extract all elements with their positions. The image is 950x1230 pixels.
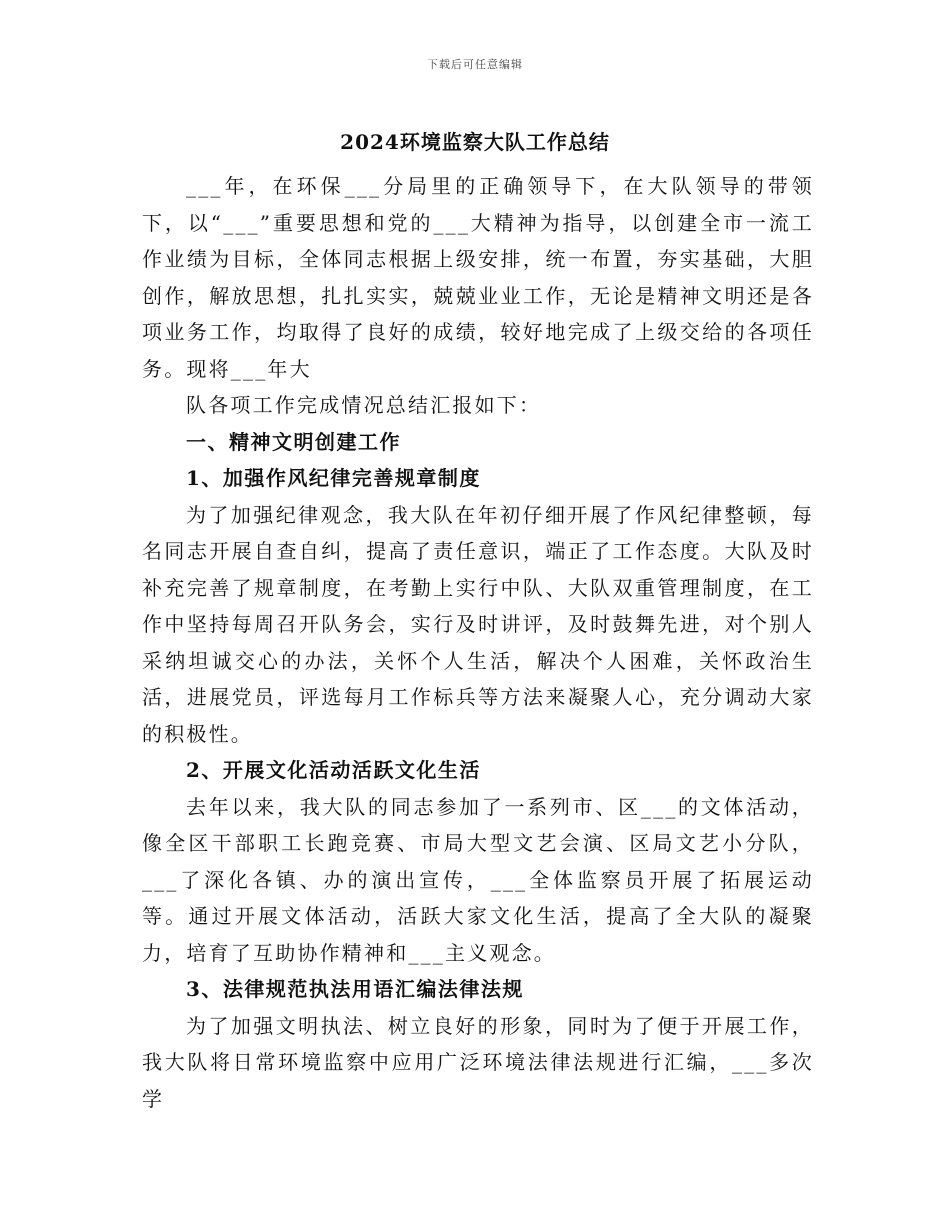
section-heading-1: 一、精神文明创建工作 [186, 429, 401, 454]
subsection-heading-3: 3、法律规范执法用语汇编法律法规 [186, 977, 524, 1001]
paragraph-intro-continued: 队各项工作完成情况总结汇报如下： [186, 393, 542, 417]
document-body [142, 168, 814, 1117]
paragraph-culture: 去年以来，我大队的同志参加了一系列市、区___的文体活动，像全区干部职工长跑竞赛、市局大型文艺会演、区局文艺小分队，___了深化各镇、办的演出宣传，___全体监察员开展了拓展运动等。通过开展文体活动，活跃大家文化生活，提高了全大队的凝聚力，培育了互助协作精神和___主义观念。 [142, 794, 814, 965]
paragraph-intro: ___年，在环保___分局里的正确领导下，在大队领导的带领下，以“___”重要思想和党的___大精神为指导，以创建全市一流工作业绩为目标，全体同志根据上级安排，统一布置，夯实基础，大胆创作，解放思想，扎扎实实，兢兢业业工作，无论是精神文明还是各项业务工作，均取得了良好的成绩，较好地完成了上级交给的各项任务。现将___年大 [142, 174, 814, 381]
paragraph-discipline: 为了加强纪律观念，我大队在年初仔细开展了作风纪律整顿，每名同志开展自查自纠，提高了责任意识，端正了工作态度。大队及时补充完善了规章制度，在考勤上实行中队、大队双重管理制度，在工作中坚持每周召开队务会，实行及时讲评，及时鼓舞先进，对个别人采纳坦诚交心的办法，关怀个人生活，解决个人困难，关怀政治生活，进展党员，评选每月工作标兵等方法来凝聚人心，充分调动大家的积极性。 [142, 502, 814, 746]
paragraph-law: 为了加强文明执法、树立良好的形象，同时为了便于开展工作，我大队将日常环境监察中应用广泛环境法律法规进行汇编，___多次学 [142, 1013, 814, 1111]
header-note: 下载后可任意编辑 [427, 58, 523, 71]
subsection-heading-1: 1、加强作风纪律完善规章制度 [186, 466, 481, 490]
document-title: 2024环境监察大队工作总结 [340, 130, 610, 154]
subsection-heading-2: 2、开展文化活动活跃文化生活 [186, 758, 481, 782]
